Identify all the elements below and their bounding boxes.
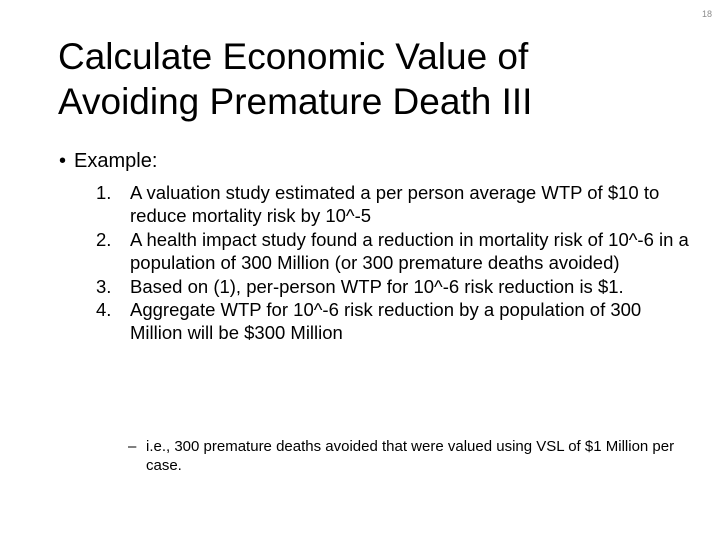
list-item-number: 1.	[96, 182, 112, 203]
list-item-text: A health impact study found a reduction in mortality risk of 10^-6 in a population of 300 Million (or 300 premature deaths avoided)	[130, 228, 689, 274]
slide-number: 18	[701, 9, 712, 19]
list-item-number: 4.	[96, 299, 112, 321]
list-item	[96, 181, 696, 228]
list-item	[96, 228, 696, 275]
bullet-text: Example:	[74, 150, 158, 172]
list-item-number: 2.	[96, 228, 112, 250]
list-item-number: 3.	[96, 275, 112, 297]
sub-bullet-marker: –	[128, 438, 137, 455]
list-item-text: Based on (1), per-person WTP for 10^-6 risk reduction is $1.	[130, 275, 624, 297]
list-item	[96, 275, 696, 298]
main-bullet	[59, 148, 157, 174]
list-item-text: Aggregate WTP for 10^-6 risk reduction by a population of 300 Million will be $300 Million	[130, 299, 642, 344]
slide-title	[58, 34, 698, 124]
list-item	[96, 298, 696, 345]
sub-bullet	[128, 437, 688, 475]
list-item-text: A valuation study estimated a per person average WTP of $10 to reduce mortality risk by 10^-5	[130, 182, 660, 227]
bullet-marker: •	[59, 150, 67, 172]
title-line-2: Avoiding Premature Death III	[58, 81, 533, 122]
sub-bullet-text: i.e., 300 premature deaths avoided that were valued using VSL of $1 Million per case.	[146, 438, 675, 474]
title-line-1: Calculate Economic Value of	[58, 36, 529, 77]
numbered-list	[96, 181, 696, 345]
